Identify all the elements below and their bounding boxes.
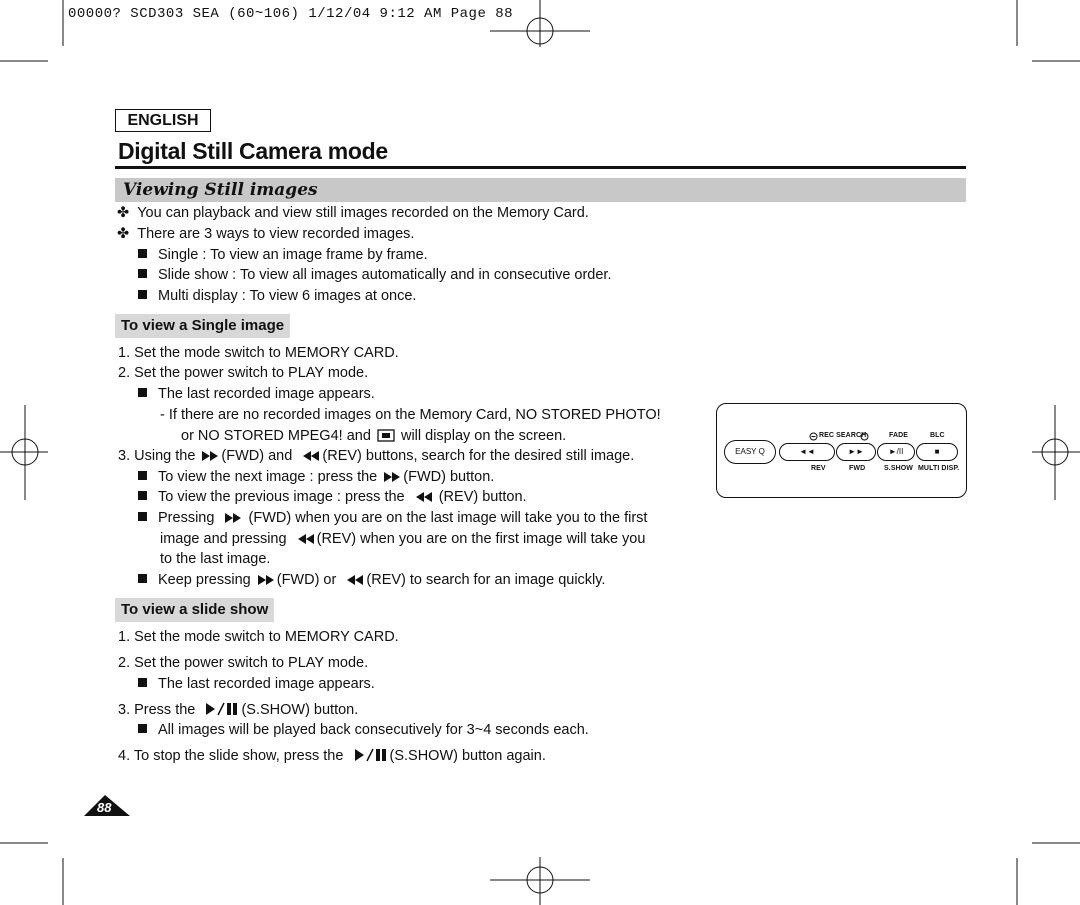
rev-icon (302, 450, 320, 462)
fwd-icon (257, 574, 275, 586)
fade-label: FADE (889, 432, 909, 439)
single-note-b: or NO STORED MPEG4! and will display on the screen. (181, 428, 567, 444)
square-bullet-icon (138, 574, 147, 583)
crosshair-right-icon (1032, 405, 1080, 500)
rev-icon (415, 491, 433, 503)
square-bullet-icon (138, 269, 147, 278)
rec-search-label: REC SEARCH (819, 432, 867, 439)
rec-search-minus-icon (809, 432, 818, 441)
rev-icon (346, 574, 364, 586)
fwd-label: FWD (849, 465, 866, 472)
memory-card-icon (377, 429, 395, 442)
section-title: Viewing Still images (123, 180, 318, 200)
way-single: Single : To view an image frame by frame. (138, 246, 428, 264)
single-heading: To view a Single image (115, 314, 290, 338)
remote-sshow-button: ►/II (877, 443, 915, 461)
square-bullet-icon (138, 678, 147, 687)
square-bullet-icon (138, 388, 147, 397)
fwd-icon (224, 512, 242, 524)
square-bullet-icon (138, 290, 147, 299)
way-slideshow: Slide show : To view all images automatically and in consecutive order. (138, 266, 612, 284)
single-step-2: 2. Set the power switch to PLAY mode. (118, 365, 369, 381)
page-number: 88 (97, 800, 112, 815)
slideshow-all-images: All images will be played back consecutively for 3~4 seconds each. (138, 721, 589, 739)
crosshair-left-icon (0, 405, 48, 500)
remote-rev-button: ◄◄ (779, 443, 835, 461)
slideshow-step-4: 4. To stop the slide show, press the (S.SHOW) button again. (118, 748, 546, 764)
square-bullet-icon (138, 512, 147, 521)
title-rule (115, 166, 966, 169)
remote-stop-button: ■ (916, 443, 958, 461)
single-pressing-2: image and pressing (REV) when you are on the first image will take you (160, 531, 646, 547)
cross-bullet-icon: ✤ (117, 226, 130, 242)
square-bullet-icon (138, 249, 147, 258)
single-keep: Keep pressing (FWD) or (REV) to search for an image quickly. (138, 571, 605, 589)
play-pause-icon (205, 702, 239, 716)
blc-label: BLC (930, 432, 945, 439)
slideshow-heading: To view a slide show (115, 598, 274, 622)
single-step-3: 3. Using the (FWD) and (REV) buttons, search for the desired still image. (118, 448, 635, 464)
rev-icon (297, 533, 315, 545)
single-prev: To view the previous image : press the (REV) button. (138, 488, 527, 506)
remote-fwd-button: ►► (836, 443, 876, 461)
cross-bullet-icon: ✤ (117, 205, 130, 221)
single-step-1: 1. Set the mode switch to MEMORY CARD. (118, 345, 399, 361)
fwd-icon (383, 471, 401, 483)
single-note-a: - If there are no recorded images on the Memory Card, NO STORED PHOTO! (160, 407, 661, 423)
slideshow-last-image: The last recorded image appears. (138, 675, 375, 693)
page-title: Digital Still Camera mode (118, 138, 388, 164)
intro-line-2: ✤ There are 3 ways to view recorded images. (117, 226, 415, 242)
single-pressing: Pressing (FWD) when you are on the last image will take you to the first (138, 509, 647, 527)
square-bullet-icon (138, 724, 147, 733)
square-bullet-icon (138, 491, 147, 500)
square-bullet-icon (138, 471, 147, 480)
multi-disp-label: MULTI DISP. (918, 465, 960, 472)
slideshow-step-1: 1. Set the mode switch to MEMORY CARD. (118, 629, 399, 645)
registration-line: 00000? SCD303 SEA (60~106) 1/12/04 9:12 AM Page 88 (68, 6, 514, 22)
play-pause-icon (354, 748, 388, 762)
fwd-icon (201, 450, 219, 462)
rev-label: REV (811, 465, 826, 472)
easy-q-button: EASY Q (724, 440, 776, 464)
single-next: To view the next image : press the (FWD) button. (138, 468, 494, 486)
sshow-label: S.SHOW (884, 465, 913, 472)
language-tab: ENGLISH (115, 109, 211, 132)
single-pressing-3: to the last image. (160, 551, 271, 567)
single-last-image: The last recorded image appears. (138, 385, 375, 403)
intro-line-1: ✤ You can playback and view still images recorded on the Memory Card. (117, 205, 589, 221)
way-multi: Multi display : To view 6 images at once. (138, 287, 416, 305)
slideshow-step-2: 2. Set the power switch to PLAY mode. (118, 655, 369, 671)
crosshair-bottom-icon (490, 857, 590, 905)
rec-search-plus-icon (860, 432, 869, 441)
slideshow-step-3: 3. Press the (S.SHOW) button. (118, 702, 359, 718)
